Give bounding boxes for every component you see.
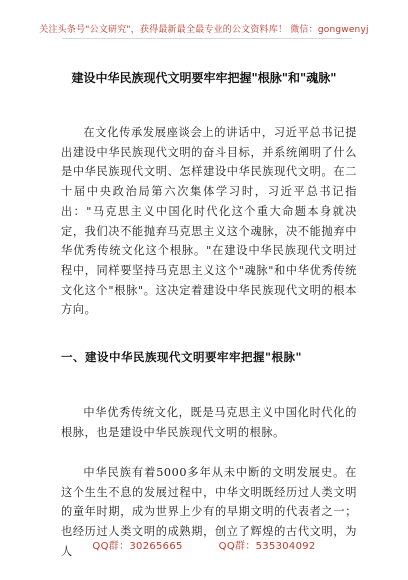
document-title: 建设中华民族现代文明要牢牢把握"根脉"和"魂脉" bbox=[71, 71, 337, 85]
paragraph-1: 在文化传承发展座谈会上的讲话中，习近平总书记提出建设中华民族现代文明的奋斗目标，并系统阐明了什么是中华民族现代文明、怎样建设中华民族现代文明。在二十届中央政治局第六次集体学习时，习近平总书记指出："马克思主义中国化时代化这个重大命题本身就决定，我们决不能抛弃马克思主义这个魂脉，决不能抛弃中华优秀传统文化这个根脉。"在建设中华民族现代文明过程中，同样要坚持马克思主义这个"魂脉"和中华优秀传统文化这个"根脉"。这决定着建设中华民族现代文明的根本方向。 bbox=[61, 126, 357, 317]
footer-qq-group-1: QQ群：30265665 bbox=[92, 541, 183, 552]
paragraph-2: 中华优秀传统文化，既是马克思主义中国化时代化的根脉，也是建设中华民族现代文明的根脉。 bbox=[61, 406, 357, 439]
footer bbox=[0, 537, 408, 552]
section-heading-1: 一、建设中华民族现代文明要牢牢把握"根脉" bbox=[61, 350, 302, 364]
header-divider bbox=[62, 38, 352, 39]
footer-qq-group-2: QQ群：535304092 bbox=[218, 541, 316, 552]
paragraph-3: 中华民族有着5000多年从未中断的文明发展史。在这个生生不息的发展过程中，中华文明既经历过人类文明的童年时期，成为世界上少有的早期文明的代表者之一；也经历过人类文明的成熟期，创立了辉煌的古代文明，为人 bbox=[61, 466, 357, 558]
header-promo-text: 关注头条号"公文研究"，获得最新最全最专业的公文资料库！ 微信：gongwenyj bbox=[39, 25, 369, 35]
